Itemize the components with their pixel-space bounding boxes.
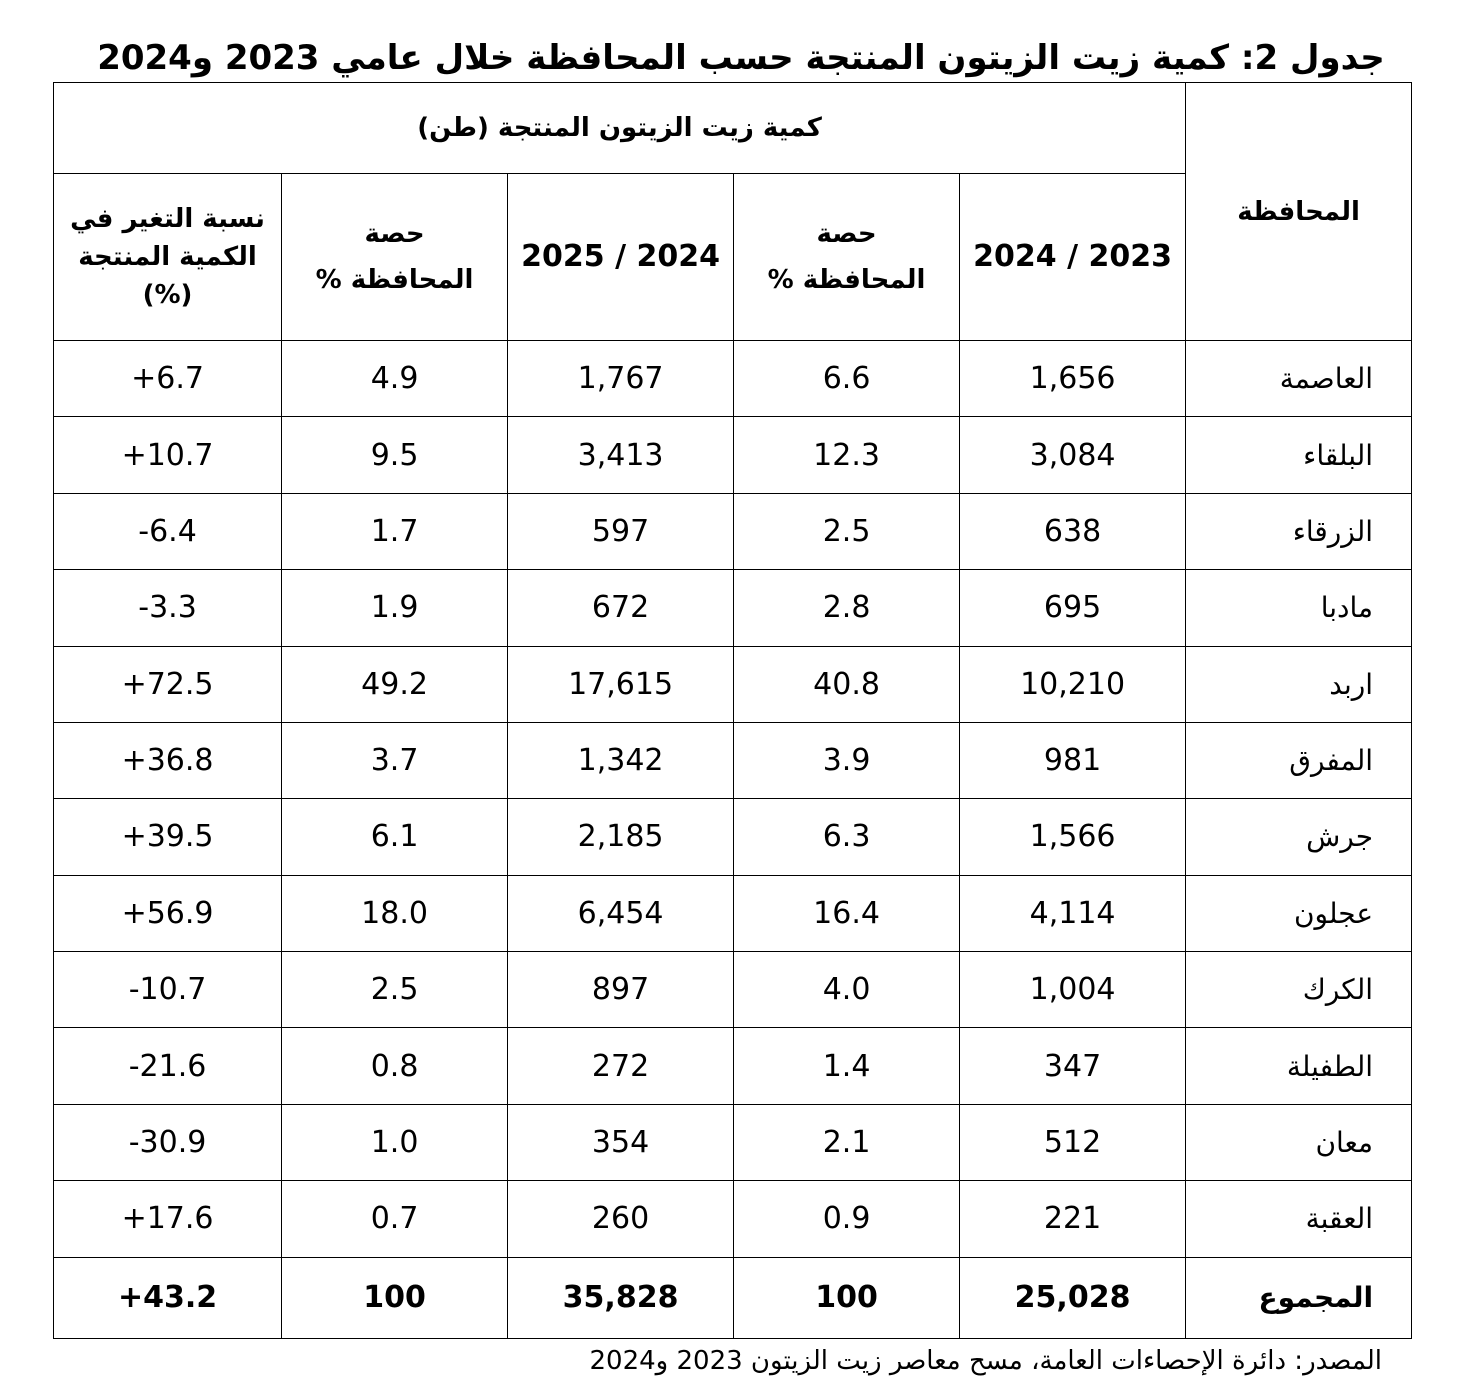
source-note: المصدر: دائرة الإحصاءات العامة، مسح معاصر زيت الزيتون 2023 و2024 [589, 1346, 1382, 1376]
share-2024-cell: 1.7 [282, 493, 508, 569]
share-2023-cell: 6.6 [734, 341, 960, 417]
share-2023-cell: 1.4 [734, 1028, 960, 1104]
change-cell: -10.7 [54, 952, 282, 1028]
change-cell: +72.5 [54, 646, 282, 722]
qty-2024-cell: 354 [508, 1104, 734, 1180]
total-label-cell: المجموع [1186, 1257, 1412, 1339]
share-2023-cell: 2.5 [734, 493, 960, 569]
qty-2024-cell: 1,767 [508, 341, 734, 417]
governorate-cell: الكرك [1186, 952, 1412, 1028]
table-row [54, 493, 1412, 569]
table-row [54, 799, 1412, 875]
table-row [54, 570, 1412, 646]
olive-oil-table [53, 82, 1412, 1339]
qty-2024-cell: 260 [508, 1181, 734, 1257]
qty-2024-cell: 6,454 [508, 875, 734, 951]
change-cell: -6.4 [54, 493, 282, 569]
change-cell: +10.7 [54, 417, 282, 493]
header-change-percent: نسبة التغير في الكمية المنتجة (%) [54, 174, 282, 341]
qty-2023-cell: 10,210 [960, 646, 1186, 722]
share-2024-cell: 1.0 [282, 1104, 508, 1180]
table-row [54, 952, 1412, 1028]
header-year-2023-2024: 2023 / 2024 [960, 174, 1186, 341]
share-2024-cell: 9.5 [282, 417, 508, 493]
table-row [54, 341, 1412, 417]
header-share-2023-2024: حصة المحافظة % [734, 174, 960, 341]
total-change-cell: +43.2 [54, 1257, 282, 1339]
qty-2024-cell: 2,185 [508, 799, 734, 875]
qty-2023-cell: 1,656 [960, 341, 1186, 417]
table-row [54, 722, 1412, 798]
governorate-cell: الزرقاء [1186, 493, 1412, 569]
share-2024-cell: 49.2 [282, 646, 508, 722]
qty-2023-cell: 638 [960, 493, 1186, 569]
share-2024-cell: 18.0 [282, 875, 508, 951]
governorate-cell: معان [1186, 1104, 1412, 1180]
header-year-2024-2025: 2024 / 2025 [508, 174, 734, 341]
qty-2024-cell: 272 [508, 1028, 734, 1104]
table-row [54, 1181, 1412, 1257]
total-share-2024-cell: 100 [282, 1257, 508, 1339]
qty-2024-cell: 897 [508, 952, 734, 1028]
header-share-2024-2025: حصة المحافظة % [282, 174, 508, 341]
qty-2023-cell: 4,114 [960, 875, 1186, 951]
governorate-cell: عجلون [1186, 875, 1412, 951]
change-cell: +17.6 [54, 1181, 282, 1257]
change-cell: +6.7 [54, 341, 282, 417]
share-2023-cell: 2.8 [734, 570, 960, 646]
share-2023-cell: 40.8 [734, 646, 960, 722]
qty-2024-cell: 672 [508, 570, 734, 646]
share-2024-cell: 4.9 [282, 341, 508, 417]
governorate-cell: المفرق [1186, 722, 1412, 798]
share-2023-cell: 4.0 [734, 952, 960, 1028]
governorate-cell: مادبا [1186, 570, 1412, 646]
table-row [54, 875, 1412, 951]
change-cell: +39.5 [54, 799, 282, 875]
qty-2023-cell: 1,566 [960, 799, 1186, 875]
qty-2023-cell: 1,004 [960, 952, 1186, 1028]
qty-2023-cell: 981 [960, 722, 1186, 798]
header-governorate: المحافظة [1186, 83, 1412, 341]
governorate-cell: العقبة [1186, 1181, 1412, 1257]
total-share-2023-cell: 100 [734, 1257, 960, 1339]
change-cell: +36.8 [54, 722, 282, 798]
share-2024-cell: 3.7 [282, 722, 508, 798]
change-cell: +56.9 [54, 875, 282, 951]
total-qty-2024-cell: 35,828 [508, 1257, 734, 1339]
header-quantity-group: كمية زيت الزيتون المنتجة (طن) [54, 83, 1186, 174]
total-row [54, 1257, 1412, 1339]
share-2024-cell: 1.9 [282, 570, 508, 646]
qty-2023-cell: 512 [960, 1104, 1186, 1180]
share-2024-cell: 2.5 [282, 952, 508, 1028]
governorate-cell: الطفيلة [1186, 1028, 1412, 1104]
change-cell: -3.3 [54, 570, 282, 646]
qty-2023-cell: 347 [960, 1028, 1186, 1104]
table-title: جدول 2: كمية زيت الزيتون المنتجة حسب المحافظة خلال عامي 2023 و2024 [97, 38, 1385, 78]
governorate-cell: البلقاء [1186, 417, 1412, 493]
qty-2023-cell: 221 [960, 1181, 1186, 1257]
governorate-cell: العاصمة [1186, 341, 1412, 417]
share-2023-cell: 16.4 [734, 875, 960, 951]
share-2024-cell: 0.8 [282, 1028, 508, 1104]
share-2023-cell: 12.3 [734, 417, 960, 493]
share-2023-cell: 2.1 [734, 1104, 960, 1180]
total-qty-2023-cell: 25,028 [960, 1257, 1186, 1339]
qty-2024-cell: 597 [508, 493, 734, 569]
change-cell: -30.9 [54, 1104, 282, 1180]
share-2024-cell: 0.7 [282, 1181, 508, 1257]
qty-2024-cell: 3,413 [508, 417, 734, 493]
change-cell: -21.6 [54, 1028, 282, 1104]
share-2023-cell: 0.9 [734, 1181, 960, 1257]
governorate-cell: اربد [1186, 646, 1412, 722]
table-row [54, 1104, 1412, 1180]
qty-2023-cell: 695 [960, 570, 1186, 646]
table-row [54, 646, 1412, 722]
qty-2024-cell: 17,615 [508, 646, 734, 722]
table-row [54, 1028, 1412, 1104]
qty-2023-cell: 3,084 [960, 417, 1186, 493]
governorate-cell: جرش [1186, 799, 1412, 875]
qty-2024-cell: 1,342 [508, 722, 734, 798]
share-2023-cell: 6.3 [734, 799, 960, 875]
share-2024-cell: 6.1 [282, 799, 508, 875]
table-row [54, 417, 1412, 493]
share-2023-cell: 3.9 [734, 722, 960, 798]
